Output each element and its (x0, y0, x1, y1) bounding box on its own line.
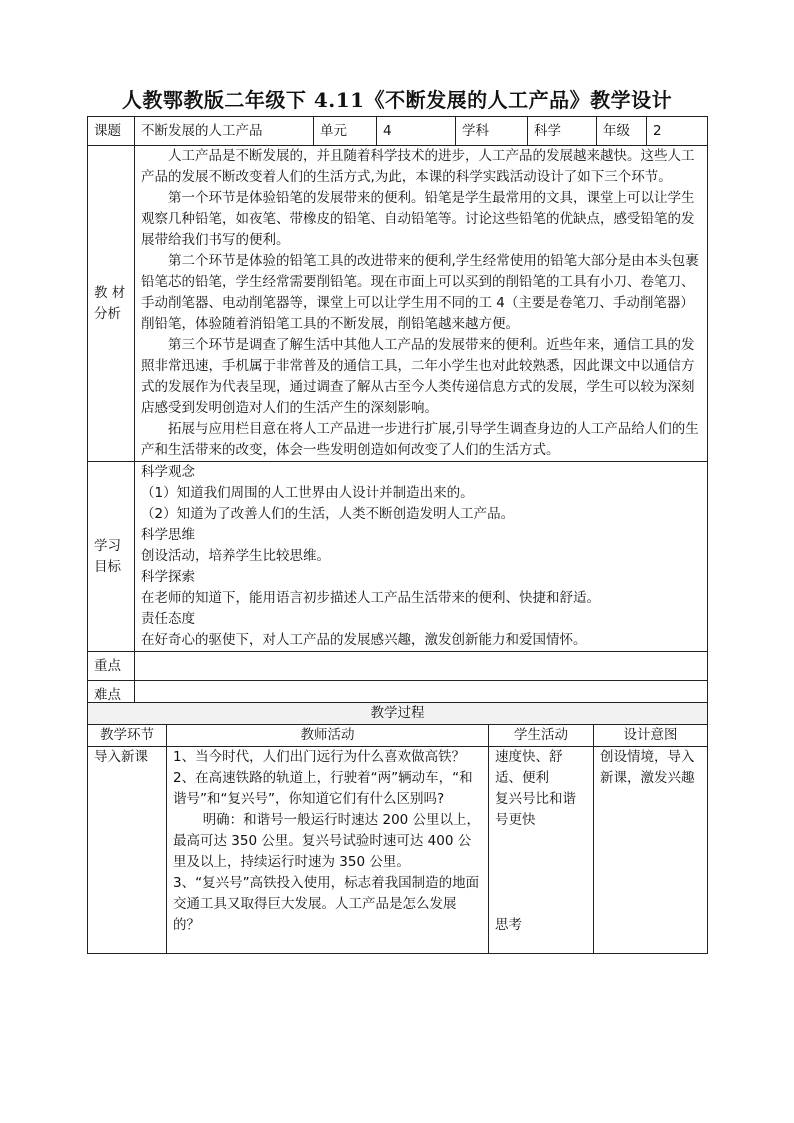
objectives-label-line2: 目标 (94, 558, 121, 575)
analysis-label-line2: 分析 (94, 305, 121, 322)
objective-line: 科学观念 (141, 464, 195, 480)
teaching-process-table (87, 702, 708, 954)
objective-line: 在老师的知道下，能用语言初步描述人工产品生活带来的便利、快捷和舒适。 (141, 590, 600, 606)
column-header-intent: 设计意图 (594, 725, 708, 747)
process-columns-row (88, 725, 708, 747)
process-header-row (88, 703, 708, 725)
teacher-activity-line: 1、当今时代，人们出门远行为什么喜欢做高铁？ (173, 749, 466, 765)
student-activity-line: 思考 (495, 917, 522, 933)
objective-line: （2）知道为了改善人们的生活，人类不断创造发明人工产品。 (141, 506, 515, 522)
subject-label: 学科 (456, 117, 528, 146)
analysis-content (135, 146, 708, 462)
objective-line: 科学探索 (141, 569, 195, 585)
design-intent-cell: 创设情境，导入新课，激发兴趣 (594, 747, 708, 954)
column-header-student: 学生活动 (489, 725, 594, 747)
objective-line: 科学思维 (141, 527, 195, 543)
objective-line: （1）知道我们周围的人工世界由人设计并制造出来的。 (141, 485, 474, 501)
teacher-activity-line: 3、“复兴号”高铁投入使用，标志着我国制造的地面交通工具又取得巨大发展。人工产品是怎么发展的？ (173, 875, 480, 933)
analysis-paragraph: 第三个环节是调查了解生活中其他人工产品的发展带来的便利。近些年来，通信工具的发照非常迅速，手机属于非常普及的通信工具，二年小学生也对此较熟悉，因此课文中以通信方式的发展作为代表呈现，通过调查了解从古至今人类传递信息方式的发展，学生可以较为深刻店感受到发明创造对人们的生活产生的深刻影响。 (141, 337, 695, 416)
column-header-stage: 教学环节 (88, 725, 167, 747)
objectives-content (135, 462, 708, 652)
key-point-label: 重点 (88, 652, 135, 681)
analysis-label (88, 146, 135, 462)
student-activity-cell (489, 747, 594, 954)
analysis-paragraph: 第一个环节是体验铅笔的发展带来的便利。铅笔是学生最常用的文具，课堂上可以让学生观察几种铅笔，如夜笔、带橡皮的铅笔、自动铅笔等。讨论这些铅笔的优缺点，感受铅笔的发展带给我们书写的便利。 (141, 190, 695, 248)
process-header: 教学过程 (88, 703, 708, 725)
unit-value: 4 (377, 117, 456, 146)
key-point-row (88, 652, 708, 681)
document-title: 人教鄂教版二年级下 4.11《不断发展的人工产品》教学设计 (121, 88, 673, 112)
objectives-label-line1: 学习 (94, 537, 121, 554)
difficulty-label: 难点 (88, 681, 135, 710)
unit-label: 单元 (314, 117, 377, 146)
analysis-paragraph: 第二个环节是体验的铅笔工具的改进带来的便利,学生经常使用的铅笔大部分是由本头包裹铅笔芯的铅笔，学生经常需要削铅笔。现在市面上可以买到的削铅笔的工具有小刀、卷笔刀、手动削笔器、电动削笔器等，课堂上可以让学生用不同的工 4（主要是卷笔刀、手动削笔器）削铅笔，体验随着消铅笔工具的不断发展，削铅笔越来越方便。 (141, 253, 699, 332)
objectives-label (88, 462, 135, 652)
topic-label: 课题 (88, 117, 135, 146)
teacher-activity-cell (167, 747, 489, 954)
objective-line: 创设活动，培养学生比较思维。 (141, 548, 330, 564)
column-header-teacher: 教师活动 (167, 725, 489, 747)
objectives-row (88, 462, 708, 652)
teacher-activity-line: 2、在高速铁路的轨道上，行驶着“两”辆动车，“和谐号”和“复兴号”，你知道它们有什么区别吗? (173, 770, 473, 807)
key-point-content (135, 652, 708, 681)
analysis-paragraph: 人工产品是不断发展的，并且随着科学技术的进步，人工产品的发展越来越快。这些人工产品的发展不断改变着人们的生活方式,为此，本课的科学实践活动设计了如下三个环节。 (141, 148, 695, 185)
stage-cell: 导入新课 (88, 747, 167, 954)
process-row (88, 747, 708, 954)
topic-value: 不断发展的人工产品 (135, 117, 314, 146)
analysis-label-line1: 教 材 (94, 284, 126, 301)
student-activity-line: 速度快、舒适、便利 (495, 749, 563, 786)
analysis-row (88, 146, 708, 462)
grade-value: 2 (647, 117, 708, 146)
student-activity-line: 复兴号比和谐号更快 (495, 791, 576, 828)
info-row (88, 117, 708, 146)
grade-label: 年级 (597, 117, 647, 146)
subject-value: 科学 (528, 117, 597, 146)
teacher-activity-line: 明确：和谐号一般运行时速达 200 公里以上，最高可达 350 公里。复兴号试验时速可达 400 公里及以上，持续运行时速为 350 公里。 (173, 812, 481, 870)
objective-line: 在好奇心的驱使下，对人工产品的发展感兴趣，激发创新能力和爱国情怀。 (141, 632, 587, 648)
analysis-paragraph: 拓展与应用栏目意在将人工产品进一步进行扩展,引导学生调查身边的人工产品给人们的生产和生活带来的改变，体会一些发明创造如何改变了人们的生活方式。 (141, 421, 699, 458)
lesson-info-table (87, 116, 708, 710)
objective-line: 责任态度 (141, 611, 195, 627)
